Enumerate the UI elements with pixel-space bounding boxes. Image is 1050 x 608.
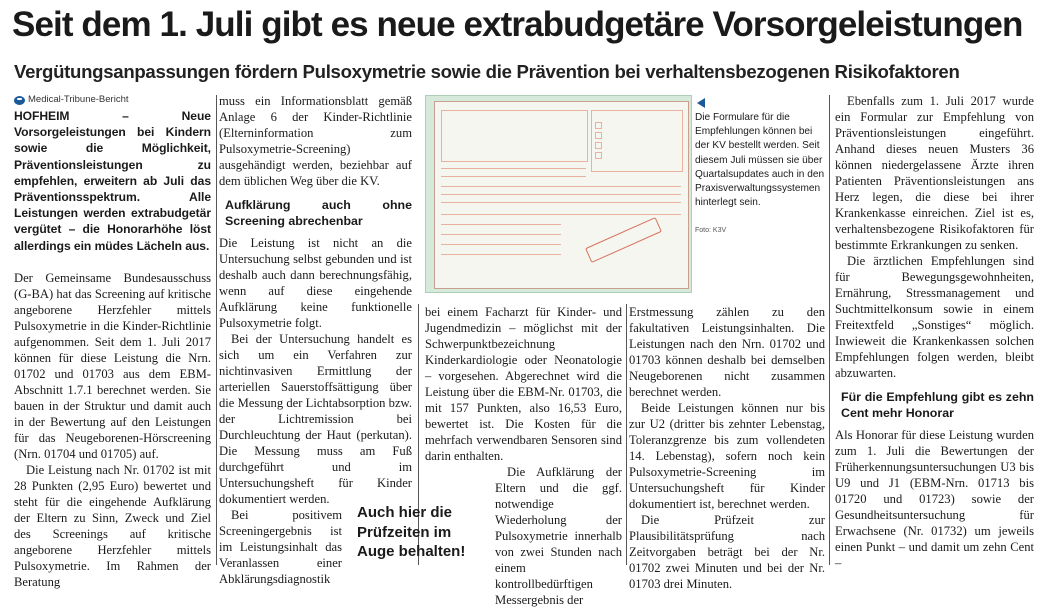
column-4 bbox=[629, 304, 825, 592]
prevention-form-image bbox=[434, 101, 689, 289]
section-heading: Aufklärung auch ohne Screening abrechenbar bbox=[225, 198, 412, 228]
body-paragraph: Bei positivem Screeningergebnis ist im Leistungsinhalt das Veranlassen einer Abklärungsdiagnostik bbox=[219, 508, 342, 586]
section-heading: Für die Empfehlung gibt es zehn Cent mehr Honorar bbox=[841, 390, 1034, 420]
caption-arrow-icon bbox=[697, 98, 705, 108]
column-rule bbox=[626, 304, 627, 565]
body-paragraph: Die Leistung ist nicht an die Untersuchung selbst gebunden und ist deshalb auch dann berechnungsfähig, wenn auf diese eingehende Aufklärung keine funktionelle Pulsoxymetrie folgt. bbox=[219, 236, 412, 330]
source-label: Medical-Tribune-Bericht bbox=[28, 94, 129, 105]
body-paragraph: Die ärztlichen Empfehlungen sind für Bewegungsgewohnheiten, Ernährung, Stressmanagement und Suchtmittelkonsum sowie in einem Freitextfeld „Sonstiges“ möglich. Inwieweit die Krankenkassen solchen Empfehlungen folgen werden, bleibt abzuwarten. bbox=[835, 254, 1034, 380]
subheadline: Vergütungsanpassungen fördern Pulsoxymetrie sowie die Prävention bei verhaltensbezogenen Risikofaktoren bbox=[14, 61, 960, 82]
body-paragraph: Als Honorar für diese Leistung wurden zum 1. Juli die Bewertungen der Früherkennungsuntersuchungen U3 bis U9 und J1 (EBM-Nrn. 01713 bis 01720 und 01723) sowie der Gesundheitsuntersuchung für Erwachsene (Nr. 01732) um jeweils einen Punkt – und damit um zehn Cent – bbox=[835, 428, 1034, 570]
body-paragraph: muss ein Informationsblatt gemäß Anlage 6 der Kinder-Richtlinie (Elterninformation zum Pulsoxymetrie-Screening) ausgehändigt werden, beziehbar auf dem üblichen Weg über die KV. bbox=[219, 94, 412, 188]
body-paragraph: Beide Leistungen können nur bis zur U2 (dritter bis zehnter Lebenstag, Toleranzgrenze bis zum vollendeten 14. Lebenstag), sofern noch kein Pulsoxymetrie-Screening im Untersuchungsheft für Kinder dokumentiert ist, berechnet werden. bbox=[629, 401, 825, 511]
figure-caption: Die Formulare für die Empfehlungen können bei der KV bestellt werden. Seit diesem Juli müssen sie über Quartalsupdates auch in den Praxisverwaltungssystemen hinterlegt sein. bbox=[695, 112, 825, 209]
column-5 bbox=[835, 93, 1034, 571]
column-1 bbox=[14, 93, 211, 590]
lead-paragraph: HOFHEIM – Neue Vorsorgeleistungen bei Kindern sowie die Möglichkeit, Präventionsleistungen zu empfehlen, erweitern ab Juli das Präventionsspektrum. Alle Leistungen werden extrabudgetär vergütet – die Honorarhöhe löst allerdings ein müdes Lächeln aus. bbox=[14, 109, 211, 253]
photo-credit: Foto: K3V bbox=[695, 227, 727, 234]
source-line bbox=[14, 93, 211, 107]
body-paragraph: Ebenfalls zum 1. Juli 2017 wurde ein Formular zur Empfehlung von Präventionsleistungen eingeführt. Anhand dieses neuen Musters 36 können niedergelassene Ärzte ihren Patienten Präventionsleistungen ans Herz legen, die diese bei ihrer Krankenkasse einreichen. Ziel ist es, verhaltensbezogene Risikofaktoren für bestimmte Erkrankungen zu senken. bbox=[835, 94, 1034, 252]
sample-stamp bbox=[585, 217, 662, 263]
column-3 bbox=[425, 304, 622, 608]
pull-quote: Auch hier die Prüfzeiten im Auge behalten! bbox=[357, 504, 466, 560]
headline: Seit dem 1. Juli gibt es neue extrabudgetäre Vorsorgeleistungen bbox=[12, 5, 1023, 44]
column-rule bbox=[829, 95, 830, 565]
body-paragraph: bei einem Facharzt für Kinder- und Jugendmedizin – möglichst mit der Schwerpunktbezeichnung Kinderkardiologie oder Neonatologie – vorgesehen. Abgerechnet wird die Leistung über die EBM-Nr. 01703, die mit 157 Punkten, also 16,53 Euro, bewertet ist. Die Kosten für die mehrfach verwendbaren Sensoren sind darin enthalten. bbox=[425, 305, 622, 463]
body-paragraph: Bei der Untersuchung handelt es sich um ein Verfahren zur nichtinvasiven Ermittlung der arteriellen Sauerstoffsättigung über die Messung der Lichtabsorption bzw. der Lichtremission bei Durchleuchtung der Haut (perkutan). Die Messung muss am Fuß durchgeführt und im Untersuchungsheft für Kinder dokumentiert werden. bbox=[219, 332, 412, 506]
body-paragraph: Erstmessung zählen zu den fakultativen Leistungsinhalten. Die Leistungen nach den Nrn. 01702 und 01703 können deshalb bei demselben Neugeborenen nicht zusammen berechnet werden. bbox=[629, 305, 825, 399]
body-paragraph: Die Prüfzeit zur Plausibilitätsprüfung nach Zeitvorgaben beträgt bei der Nr. 01702 zwei Minuten und bei der Nr. 01703 drei Minuten. bbox=[629, 513, 825, 591]
body-paragraph: Die Leistung nach Nr. 01702 ist mit 28 Punkten (2,95 Euro) bewertet und steht für die eingehende Aufklärung der Eltern zu Sinn, Zweck und Ziel des Screenings auf kritische angeborene Herzfehler mittels Pulsoxymetrie. Im Rahmen der Beratung bbox=[14, 462, 211, 589]
body-paragraph: Der Gemeinsame Bundesausschuss (G-BA) hat das Screening auf kritische angeborene Herzfehler mittels Pulsoxymetrie in die Kinder-Richtlinie aufgenommen. Seit dem 1. Juli 2017 können für diese Leistung die Nrn. 01702 und 01703 aus dem EBM-Abschnitt 1.7.1 berechnet werden. Sie bauen in der Struktur und damit auch in der Bewertung auf den Leistungen für das Neugeborenen-Hörscreening (Nrn. 01704 und 01705) auf. bbox=[14, 270, 211, 461]
column-rule bbox=[216, 95, 217, 565]
form-photo bbox=[425, 95, 692, 293]
body-paragraph: Die Aufklärung der Eltern und die ggf. notwendige Wiederholung der Pulsoxymetrie innerhalb von zwei Stunden nach einem kontrollbedürftigen Messergebnis der bbox=[495, 465, 622, 607]
arrow-circle-icon bbox=[14, 96, 25, 105]
